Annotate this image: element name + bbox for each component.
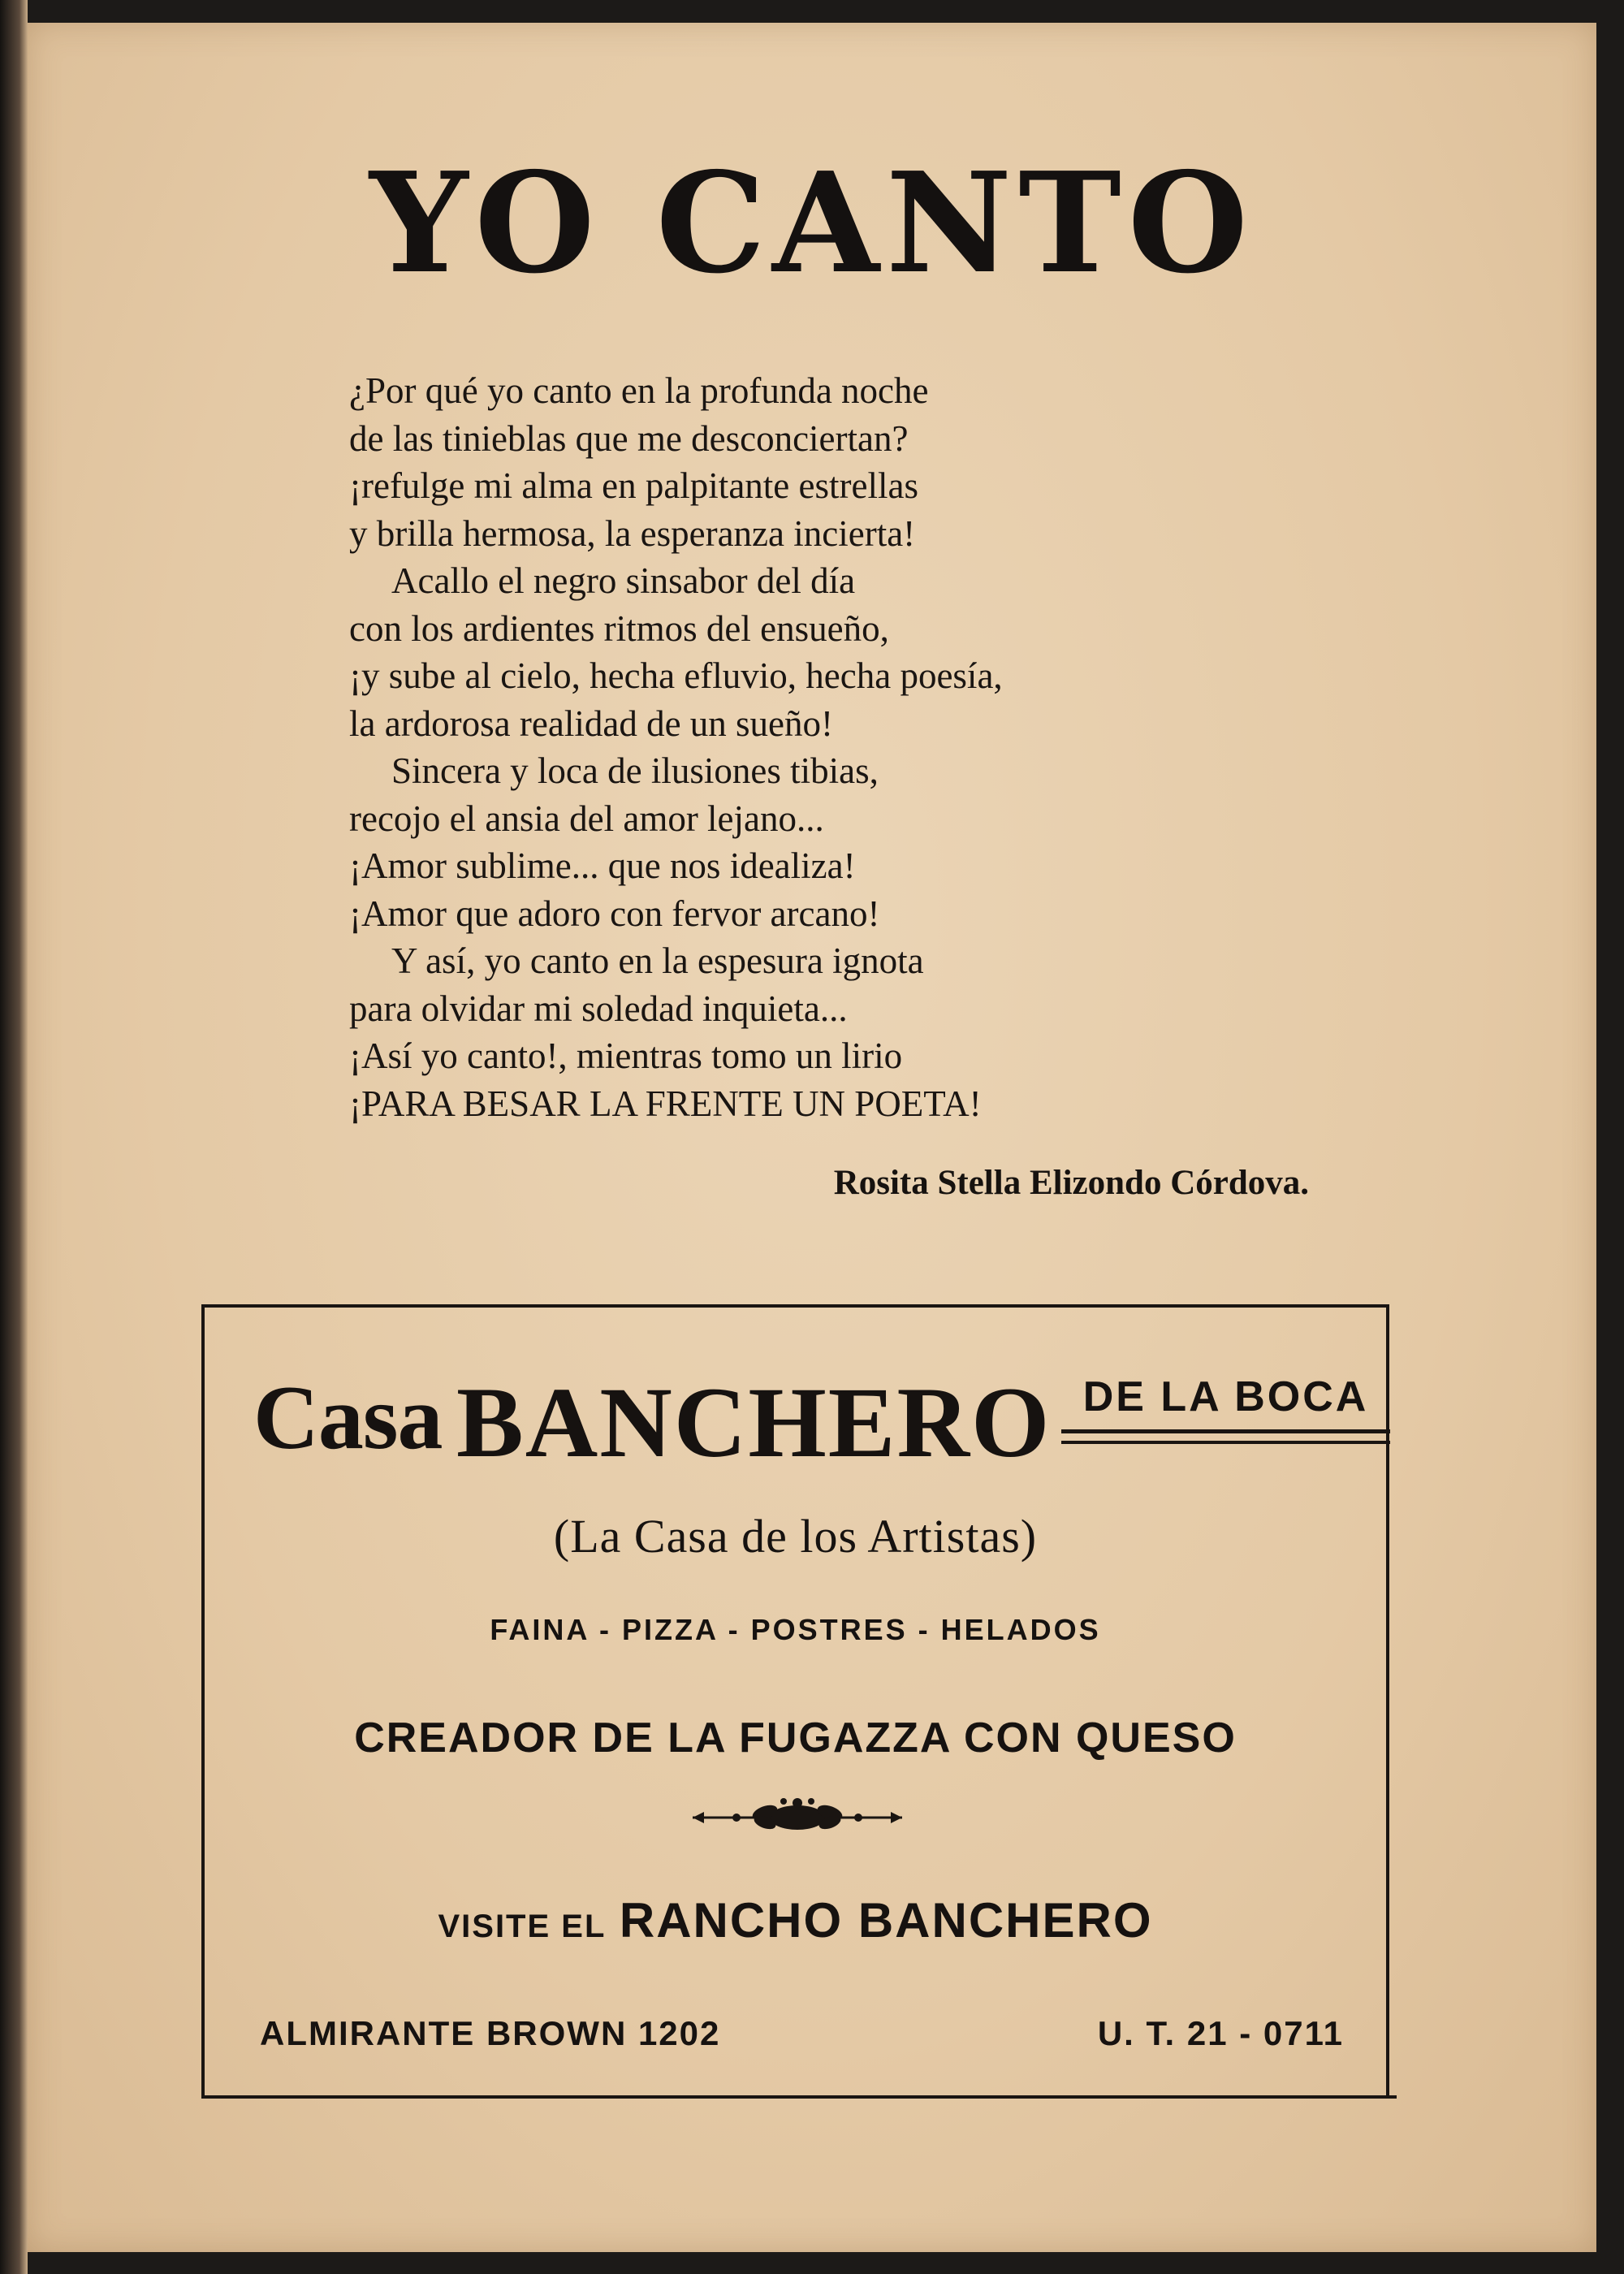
ad-products: FAINA - PIZZA - POSTRES - HELADOS bbox=[490, 1613, 1101, 1646]
poem-line: ¿Por qué yo canto en la profunda noche bbox=[349, 370, 929, 411]
poem-author: Rosita Stella Elizondo Córdova. bbox=[833, 1164, 1309, 1202]
ad-tagline: (La Casa de los Artistas) bbox=[553, 1510, 1038, 1563]
poem-line: Sincera y loca de ilusiones tibias, bbox=[391, 750, 879, 791]
poem-line: Acallo el negro sinsabor del día bbox=[391, 560, 856, 601]
brand-casa: Casa bbox=[253, 1368, 443, 1468]
visit-place: RANCHO BANCHERO bbox=[619, 1893, 1153, 1948]
brand-heading bbox=[253, 1367, 1369, 1478]
poem-line: ¡y sube al cielo, hecha efluvio, hecha poesía, bbox=[349, 655, 1003, 696]
ad-creator-line: CREADOR DE LA FUGAZZA CON QUESO bbox=[354, 1714, 1237, 1762]
ad-address: ALMIRANTE BROWN 1202 bbox=[260, 2014, 721, 2052]
brand-underline bbox=[1061, 1429, 1390, 1433]
poem-line: Y así, yo canto en la espesura ignota bbox=[391, 940, 924, 981]
poem-line: la ardorosa realidad de un sueño! bbox=[349, 703, 834, 744]
floral-ornament-icon bbox=[688, 1793, 907, 1842]
poem-line: ¡Amor sublime... que nos idealiza! bbox=[349, 845, 856, 886]
ad-phone: U. T. 21 - 0711 bbox=[1097, 2014, 1344, 2052]
poem-title: YO CANTO bbox=[369, 142, 1255, 305]
visit-prefix: VISITE EL bbox=[438, 1909, 607, 1944]
brand-underline bbox=[1061, 1441, 1390, 1444]
poem-line: con los ardientes ritmos del ensueño, bbox=[349, 607, 889, 649]
poem-line: ¡Amor que adoro con fervor arcano! bbox=[349, 893, 880, 934]
page-binding-edge bbox=[0, 0, 28, 2274]
poem-line: y brilla hermosa, la esperanza incierta! bbox=[349, 512, 916, 554]
brand-suffix: DE LA BOCA bbox=[1082, 1373, 1369, 1420]
brand-name: BANCHERO bbox=[456, 1367, 1052, 1478]
poem-line: recojo el ansia del amor lejano... bbox=[349, 798, 824, 839]
poem-line: ¡PARA BESAR LA FRENTE UN POETA! bbox=[349, 1083, 982, 1124]
poem-line: de las tinieblas que me desconciertan? bbox=[349, 417, 909, 459]
advertisement-bottom-rule bbox=[201, 2095, 1397, 2099]
advertisement-box bbox=[201, 1304, 1389, 2096]
poem-line: ¡refulge mi alma en palpitante estrellas bbox=[349, 465, 918, 506]
poem-body bbox=[349, 367, 1259, 1127]
ad-visit-line bbox=[205, 1892, 1386, 1948]
poem-line: ¡Así yo canto!, mientras tomo un lirio bbox=[349, 1035, 903, 1076]
poem-line: para olvidar mi soledad inquieta... bbox=[349, 988, 848, 1029]
